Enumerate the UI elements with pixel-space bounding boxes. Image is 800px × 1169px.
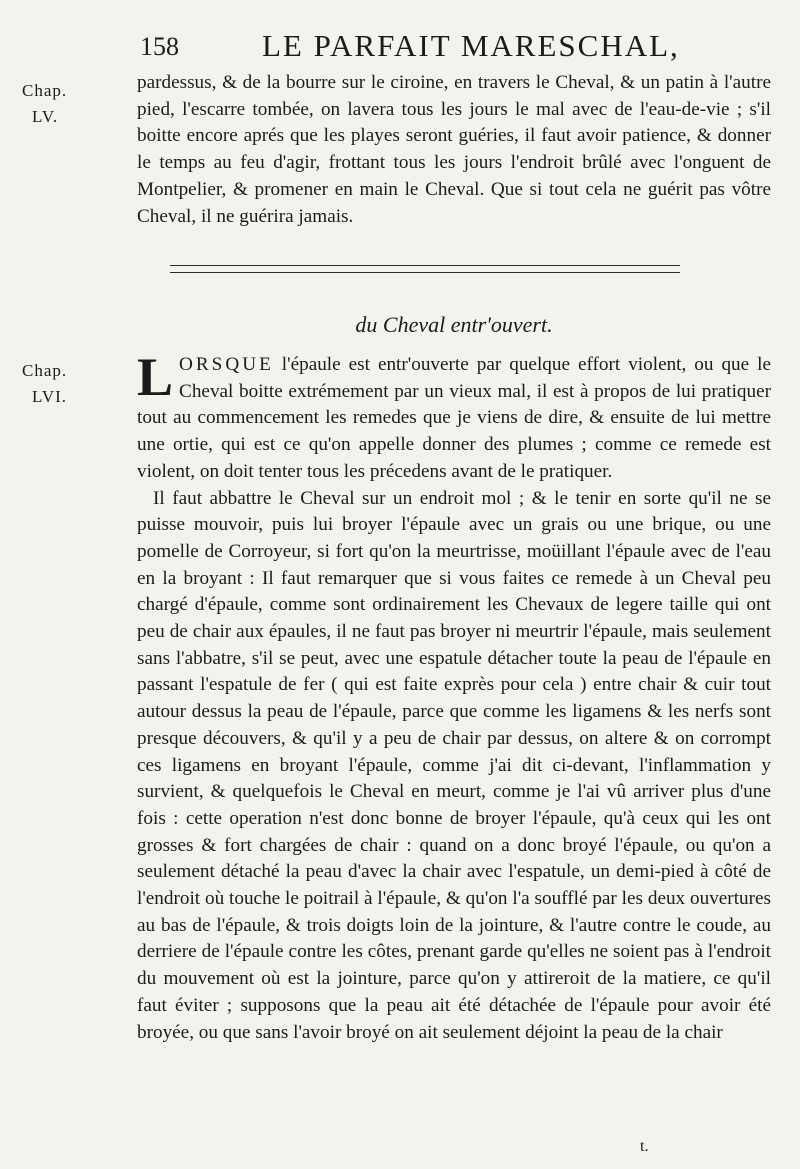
margin-chap-number: LV. [32,107,59,126]
margin-chapter-55 [22,78,67,130]
divider-bottom [170,272,680,273]
catchword: t. [640,1138,649,1155]
page-number: 158 [140,32,179,61]
divider-top [170,265,680,266]
section-text-1 [137,70,771,230]
paragraph: pardessus, & de la bourre sur le ciroine, en travers le Cheval, & un patin à l'autre pied, l'escarre tombée, on lavera tous les jours le mal avec de l'eau-de-vie ; s'il boitte encore aprés que les playes seront guéries, il faut avoir patience, & donner le temps au feu d'agir, frottant tous les jours l'endroit brûlé avec l'onguent de Montpelier, & promener en main le Cheval. Que si tout cela ne guérit pas vôtre Cheval, il ne guérira jamais. [137,72,771,227]
section-text-2 [137,347,772,1046]
drop-capital: L [137,347,174,407]
paragraph-opening [137,347,772,486]
page-header [140,28,770,68]
running-title: LE PARFAIT MARESCHAL, [262,28,680,63]
paragraph-text: l'épaule est entr'ouverte par quelque effort violent, ou que le Cheval boitte extrémement par un vieux mal, il est à propos de lui pratiquer tout au commencement les remedes que je viens de dire, & ensuite de lui mettre une ortie, qui est ce qu'on appelle donner des plumes ; comme ce remede est violent, on doit tenter tous les précedens avant de le pratiquer. [137,354,772,482]
margin-chapter-56 [22,358,67,410]
margin-chap-number: LVI. [32,387,68,406]
section-heading: du Cheval entr'ouvert. [355,312,553,337]
margin-chap-label: Chap. [22,361,68,380]
paragraph: Il faut abbattre le Cheval sur un endroit mol ; & le tenir en sorte qu'il ne se puisse mouvoir, puis lui broyer l'épaule avec un grais ou une brique, ou une pomelle de Corroyeur, si fort qu'on la meurtrisse, moüillant l'épaule avec de l'eau en la broyant : Il faut remarquer que si vous faites ce remede à un Cheval peu chargé d'épaule, comme sont ordinairement les Chevaux de legere taille qui ont peu de chair aux épaules, il ne faut pas broyer ni meurtrir l'épaule, mais seulement sans l'abbatre, s'il se peut, avec une espatule détacher toute la peau de l'épaule en passant l'espatule de fer ( qui est faite exprès pour cela ) entre chair & cuir tout autour dessus la peau de l'épaule, parce que comme les ligamens & les nerfs sont presque découvers, & qu'il y a peu de chair par dessus, on altere & on corrompt ces ligamens en broyant l'épaule, comme j'ai dit ci-devant, l'inflammation y survient, & quelquefois le Cheval en meurt, comme je l'ai vû arriver plus d'une fois : cette operation n'est donc bonne de broyer l'épaule, qu'à ceux qui les ont grosses & fort chargées de chair : quand on a donc broyé l'épaule, ou qu'on a seulement détaché la peau d'avec la chair avec l'espatule, un demi-pied à côté de l'endroit où touche le poitrail à l'épaule, & qu'on l'a soufflé par les deux ouvertures au bas de l'épaule, & trois doigts loin de la jointure, & l'autre contre le coude, au derriere de l'épaule contre les côtes, prenant garde qu'elles ne soient pas à l'endroit du mouvement où est la jointure, parce qu'on y attireroit de la matiere, ce qu'il faut éviter ; supposons que la peau ait été détachée de l'épaule pour avoir été broyée, ou que sans l'avoir broyé on ait seulement déjoint la peau de la chair [137,487,771,1043]
small-caps-opening: ORSQUE [179,354,274,375]
margin-chap-label: Chap. [22,81,68,100]
